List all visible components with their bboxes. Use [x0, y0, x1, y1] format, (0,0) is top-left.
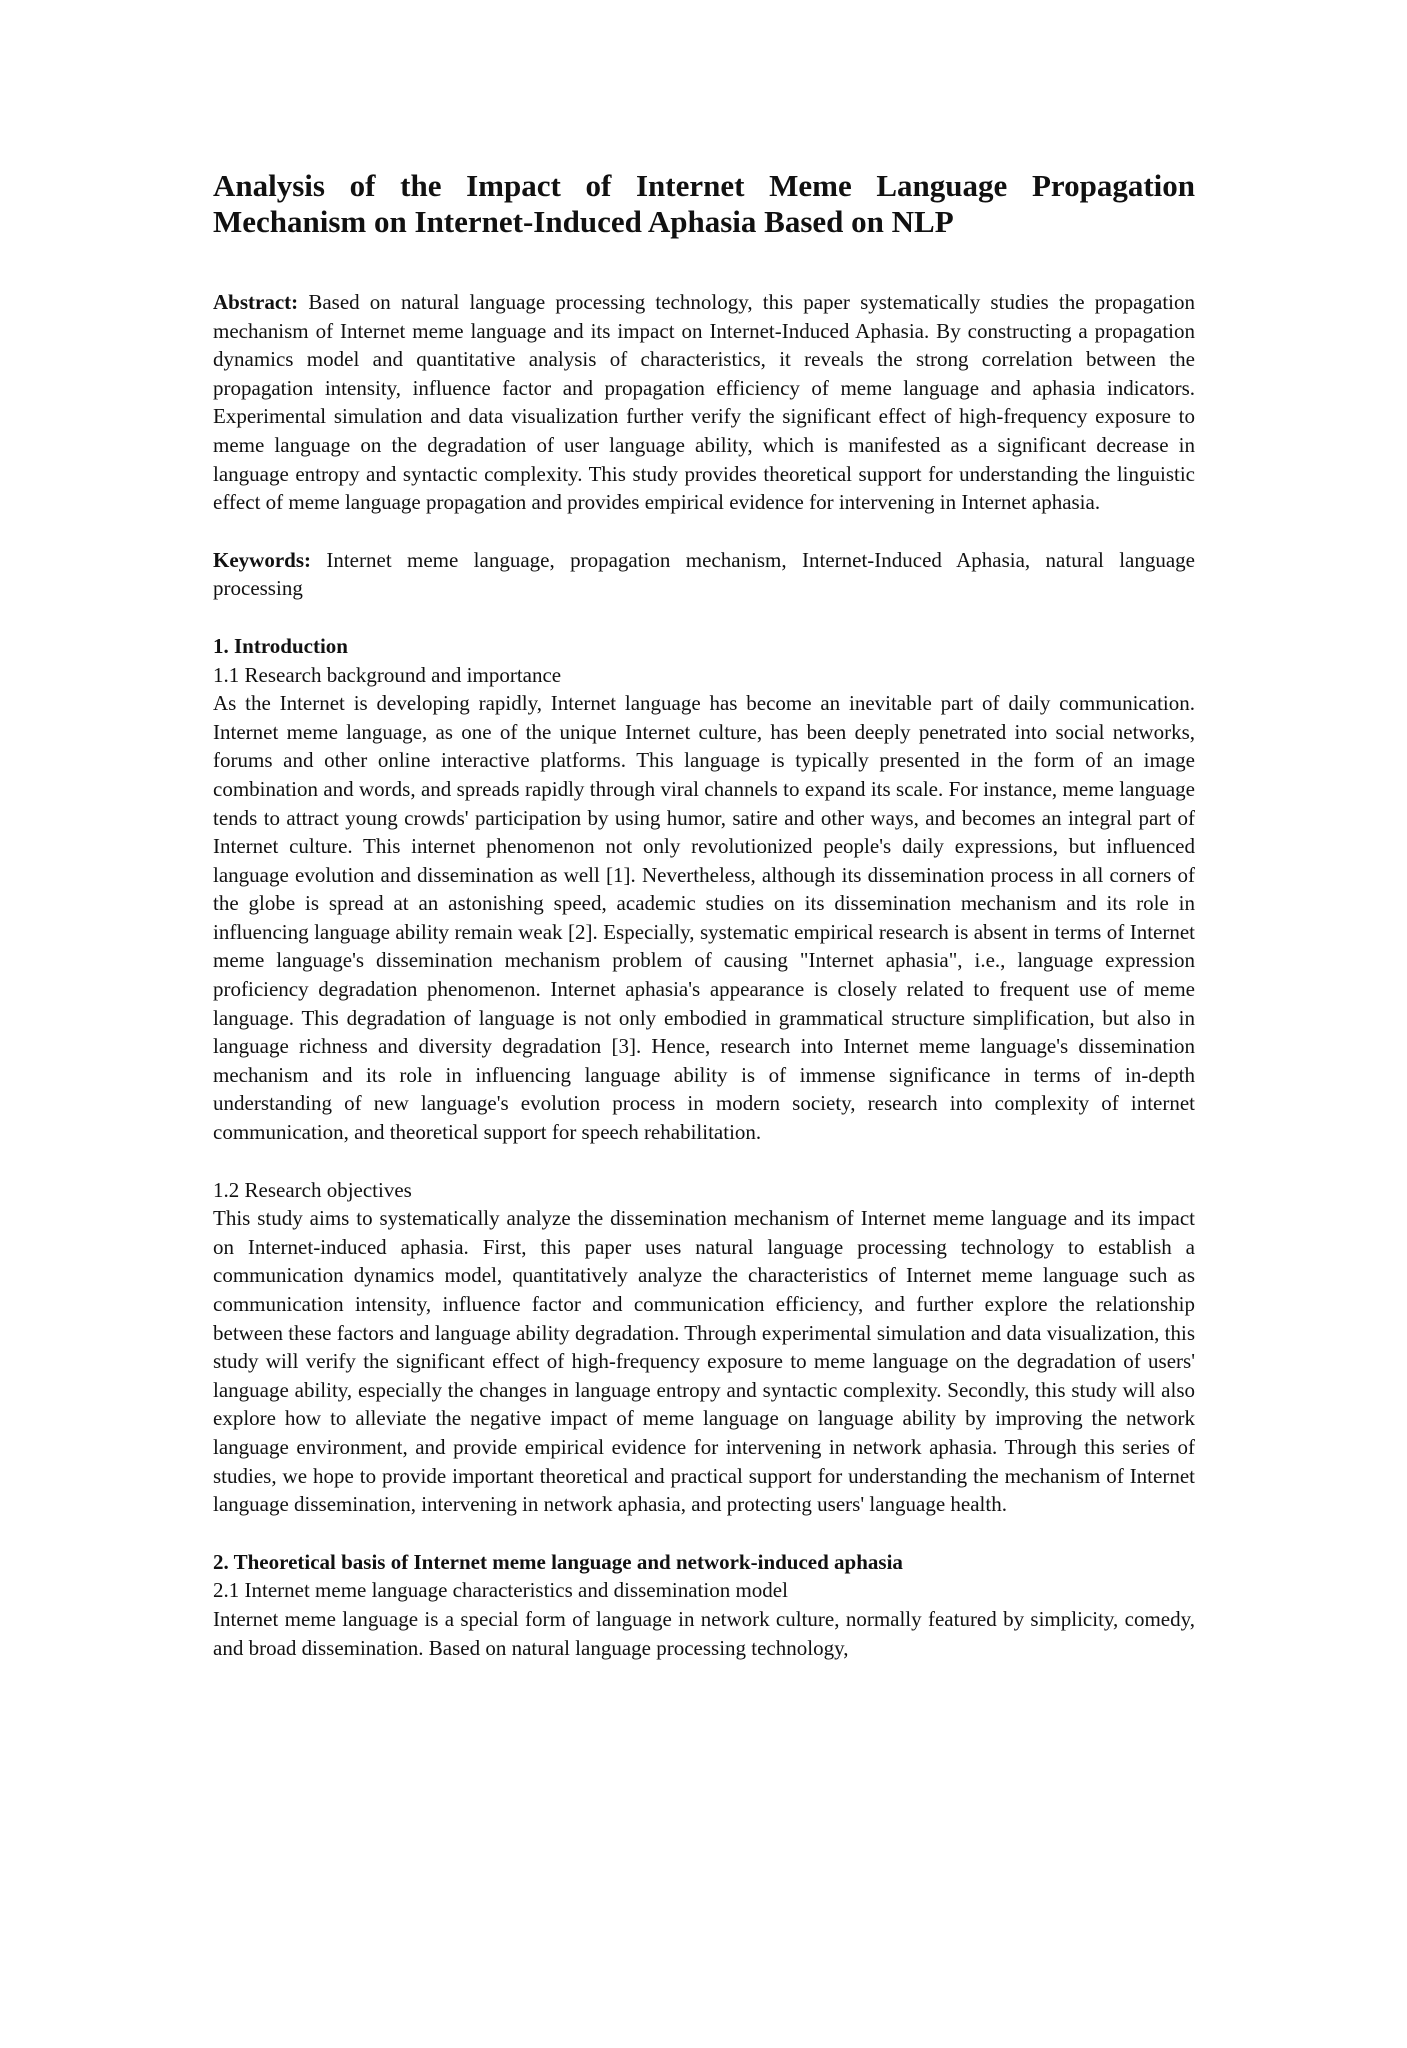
- paper-title: [213, 168, 1195, 240]
- title-line-1: Analysis of the Impact of Internet Meme Language Propagation: [213, 168, 1195, 203]
- subsection-heading: 2.1 Internet meme language characteristics and dissemination model: [213, 1578, 788, 1603]
- subsection-heading: 1.1 Research background and importance: [213, 662, 562, 687]
- body-paragraph: Internet meme language is a special form of language in network culture, normally featured by simplicity, comedy, and broad dissemination. Based on natural language processing technology,: [213, 1606, 1195, 1660]
- paper-page: [213, 168, 1195, 1662]
- keywords-paragraph: [213, 546, 1195, 603]
- subsection-research-objectives: [213, 1176, 1195, 1519]
- abstract-paragraph: [213, 288, 1195, 517]
- title-line-2: Mechanism on Internet-Induced Aphasia Based on NLP: [213, 204, 954, 239]
- body-paragraph: As the Internet is developing rapidly, Internet language has become an inevitable part of daily communication. Internet meme language, as one of the unique Internet culture, has been deeply penetrated into social networks, forums and other online interactive platforms. This language is typically presented in the form of an image combination and words, and spreads rapidly through viral channels to expand its scale. For instance, meme language tends to attract young crowds' participation by using humor, satire and other ways, and becomes an integral part of Internet culture. This internet phenomenon not only revolutionized people's daily expressions, but influenced language evolution and dissemination as well [1]. Nevertheless, although its dissemination process in all corners of the globe is spread at an astonishing speed, academic studies on its dissemination mechanism and its role in influencing language ability remain weak [2]. Especially, systematic empirical research is absent in terms of Internet meme language's dissemination mechanism problem of causing "Internet aphasia", i.e., language expression proficiency degradation phenomenon. Internet aphasia's appearance is closely related to frequent use of meme language. This degradation of language is not only embodied in grammatical structure simplification, but also in language richness and diversity degradation [3]. Hence, research into Internet meme language's dissemination mechanism and its role in influencing language ability is of immense significance in terms of in-depth understanding of new language's evolution process in modern society, research into complexity of internet communication, and theoretical support for speech rehabilitation.: [213, 691, 1195, 1145]
- keywords-text: Internet meme language, propagation mechanism, Internet-Induced Aphasia, natural language processing: [213, 547, 1195, 601]
- section-heading: 2. Theoretical basis of Internet meme language and network-induced aphasia: [213, 1549, 903, 1574]
- abstract-label: Abstract:: [213, 290, 299, 314]
- section-heading: 1. Introduction: [213, 633, 348, 658]
- keywords-label: Keywords:: [213, 547, 311, 572]
- abstract-text: Based on natural language processing technology, this paper systematically studies the propagation mechanism of Internet meme language and its impact on Internet-Induced Aphasia. By constructing a propagation dynamics model and quantitative analysis of characteristics, it reveals the strong correlation between the propagation intensity, influence factor and propagation efficiency of meme language and aphasia indicators. Experimental simulation and data visualization further verify the significant effect of high-frequency exposure to meme language on the degradation of user language ability, which is manifested as a significant decrease in language entropy and syntactic complexity. This study provides theoretical support for understanding the linguistic effect of meme language propagation and provides empirical evidence for intervening in Internet aphasia.: [213, 290, 1195, 515]
- section-theoretical-basis: [213, 1548, 1195, 1662]
- body-paragraph: This study aims to systematically analyze the dissemination mechanism of Internet meme language and its impact on Internet-induced aphasia. First, this paper uses natural language processing technology to establish a communication dynamics model, quantitatively analyze the characteristics of Internet meme language such as communication intensity, influence factor and communication efficiency, and further explore the relationship between these factors and language ability degradation. Through experimental simulation and data visualization, this study will verify the significant effect of high-frequency exposure to meme language on the degradation of users' language ability, especially the changes in language entropy and syntactic complexity. Secondly, this study will also explore how to alleviate the negative impact of meme language on language ability by improving the network language environment, and provide empirical evidence for intervening in network aphasia. Through this series of studies, we hope to provide important theoretical and practical support for understanding the mechanism of Internet language dissemination, intervening in network aphasia, and protecting users' language health.: [213, 1206, 1195, 1517]
- section-introduction: [213, 632, 1195, 1519]
- subsection-heading: 1.2 Research objectives: [213, 1177, 412, 1202]
